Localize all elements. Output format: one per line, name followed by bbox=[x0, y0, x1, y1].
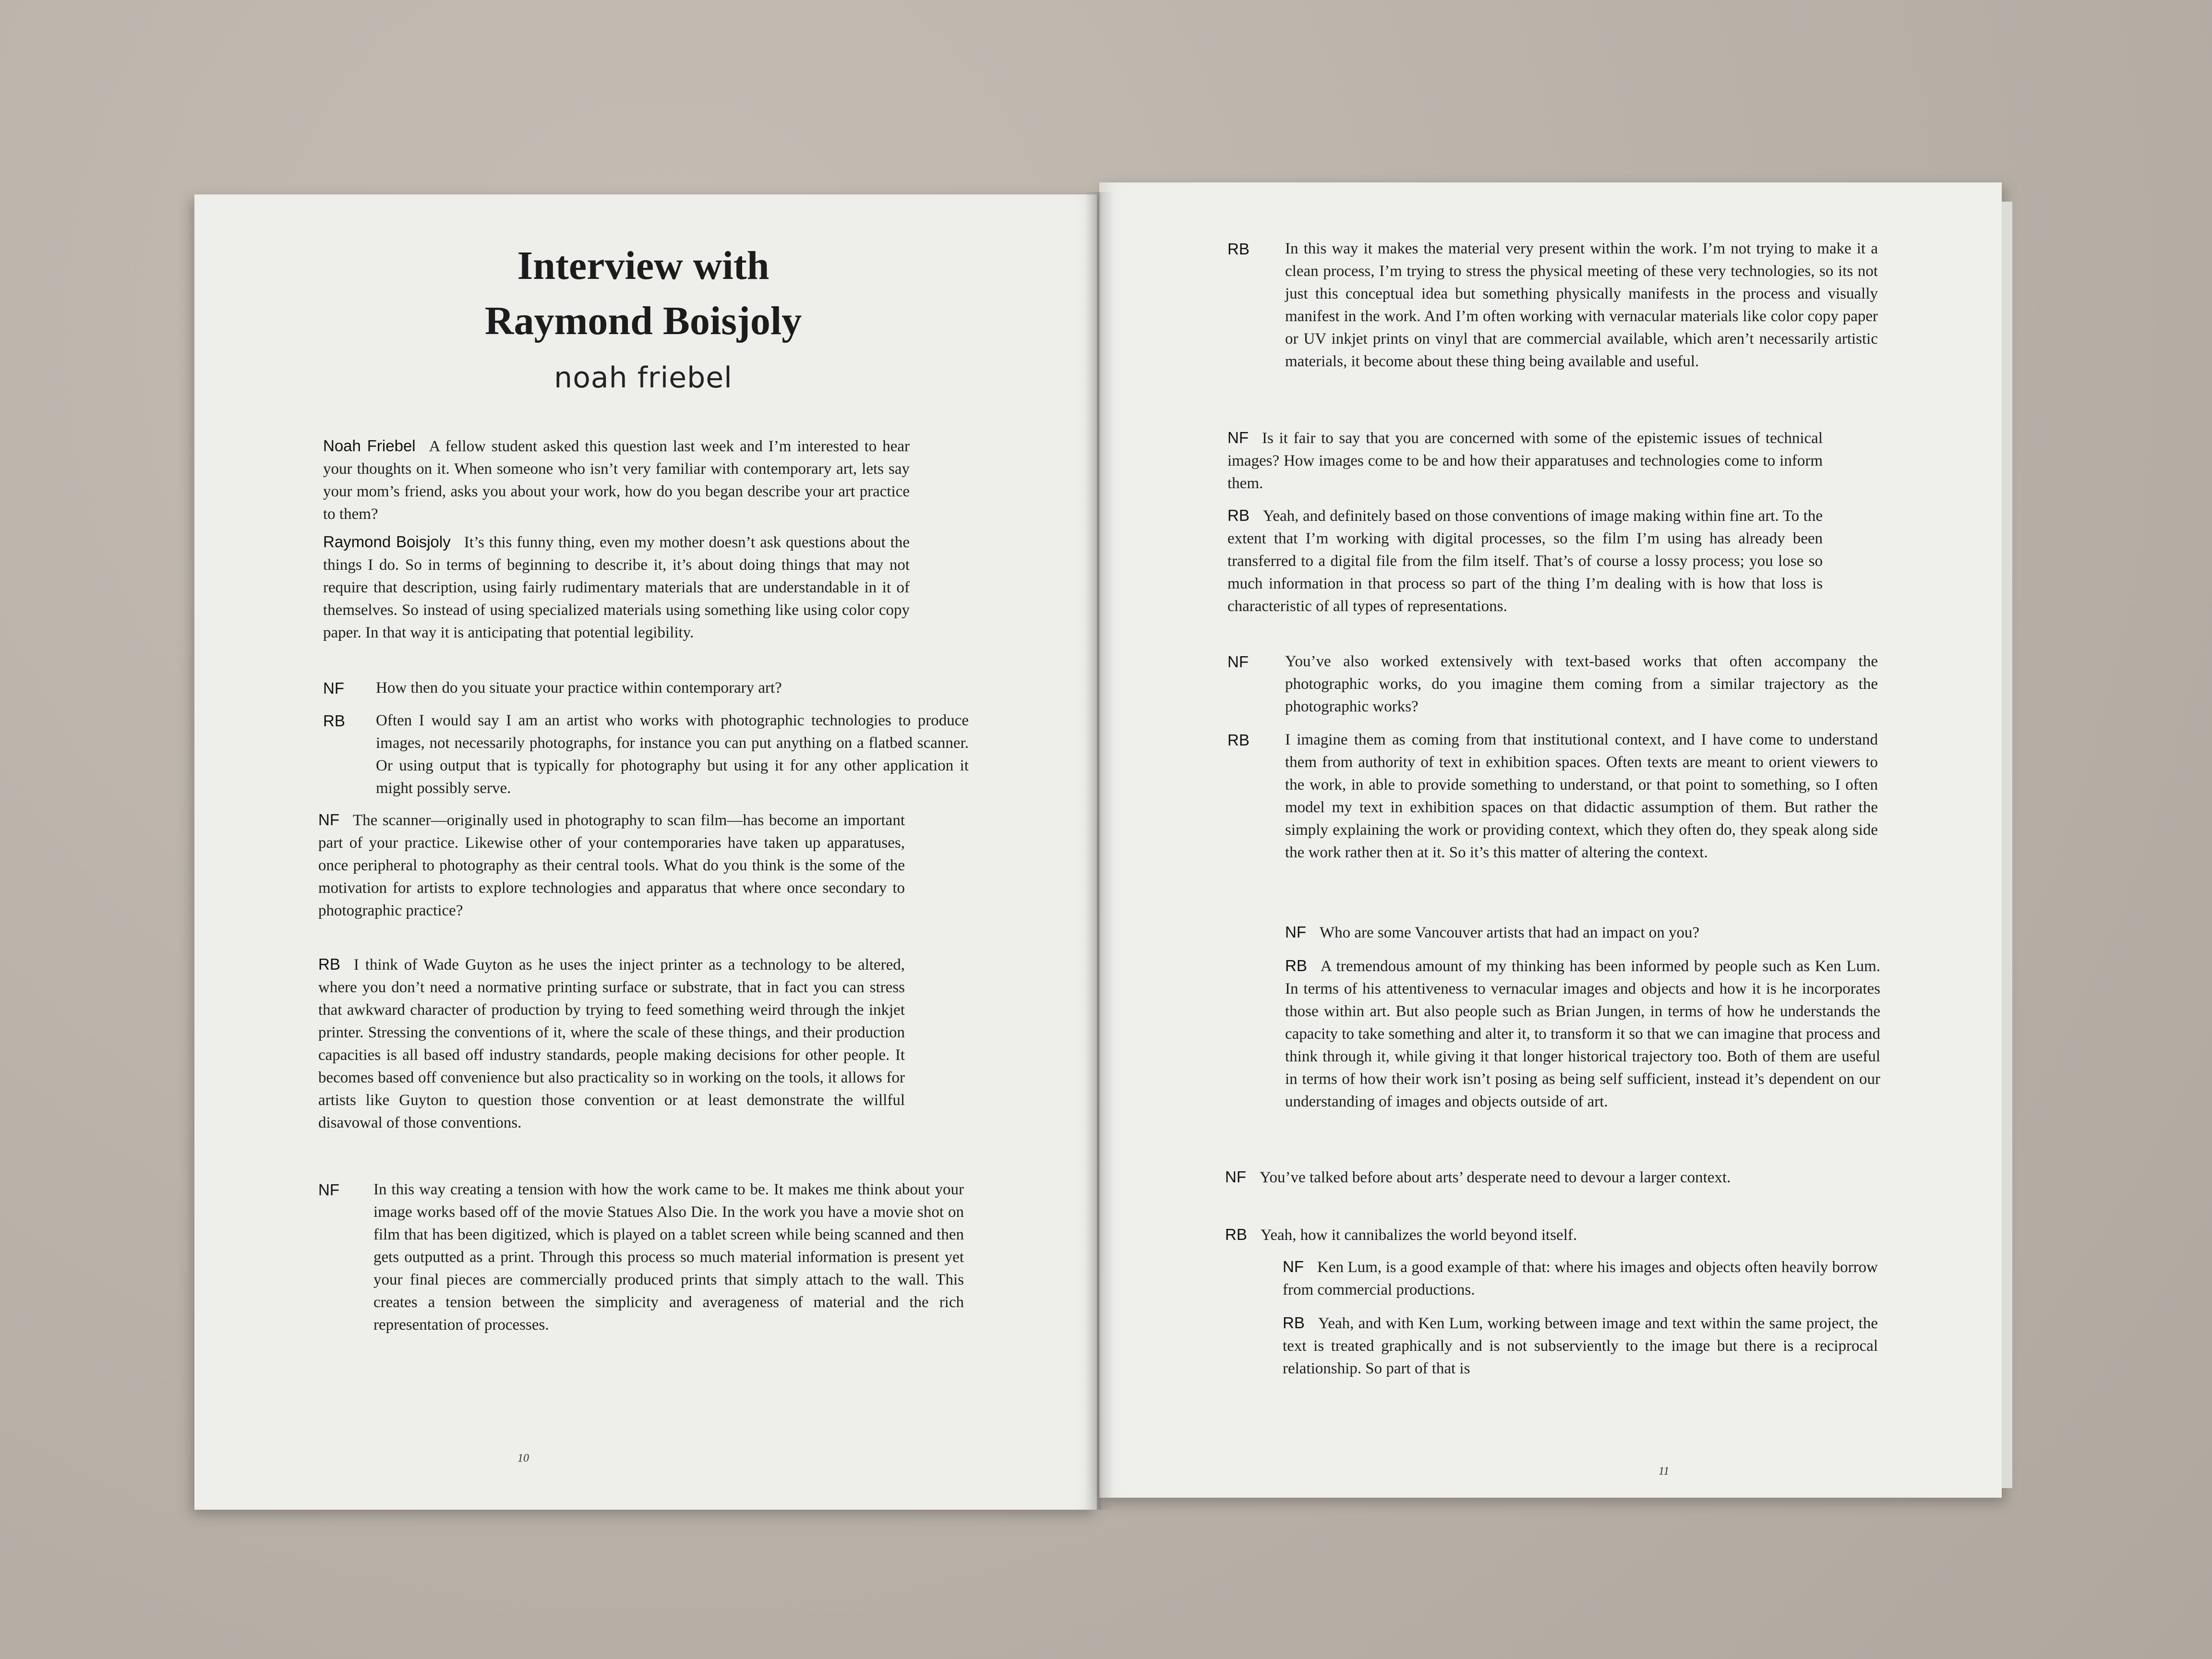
speaker-label: RB bbox=[323, 712, 345, 730]
speaker-label: NF bbox=[318, 1181, 339, 1199]
interview-block bbox=[323, 434, 910, 526]
interview-block bbox=[1227, 729, 1878, 864]
block-text: I think of Wade Guyton as he uses the inject printer as a technology to be altered, where you don’t need a normative printing surface or substrate, that in fact you can stress that awkward character of production by trying to feed something weird through the inkjet printer. Stressing the conventions of it, where the scale of these things, and their production capacities is all based off industry standards, people making decisions for other people. It becomes based off convenience but also practicality so in working on the tools, it allows for artists like Guyton to question those convention or at least demonstrate the willful disavowal of those conventions. bbox=[318, 956, 905, 1131]
interview-block bbox=[1227, 504, 1823, 618]
speaker-label: NF bbox=[1285, 923, 1306, 941]
interview-block bbox=[318, 953, 905, 1134]
interview-block bbox=[1227, 238, 1878, 373]
interview-block bbox=[323, 677, 910, 699]
block-text: A tremendous amount of my thinking has been informed by people such as Ken Lum. In terms of his attentiveness to vernacular images and objects and how it is he incorporates those within art. But also people such as Brian Jungen, in terms of how he understands the capacity to take something and alter it, to transform it so that we can imagine that process and think through it, while giving it that longer historical trajectory too. Both of them are useful in terms of how their work isn’t posing as being self sufficient, instead it’s dependent on our understanding of images and objects outside of art. bbox=[1285, 958, 1880, 1110]
speaker-label: NF bbox=[1283, 1258, 1304, 1275]
block-text: You’ve talked before about arts’ desperate need to devour a larger context. bbox=[1260, 1169, 1731, 1186]
block-text: The scanner—originally used in photography to scan film—has become an important part of your practice. Likewise other of your contemporaries have taken up apparatuses, once peripheral to photography as their central tools. What do you think is the some of the motivation for artists to explore technologies and apparatus that where once secondary to photographic practice? bbox=[318, 812, 905, 919]
page-number-right: 11 bbox=[1659, 1465, 1670, 1478]
speaker-label: RB bbox=[1227, 731, 1250, 749]
block-text: In this way creating a tension with how the work came to be. It makes me think about your image works based off of the movie Statues Also Die. In the work you have a movie shot on film that has been digitized, which is played on a tablet screen while being scanned and then gets outputted as a print. Through this process so much material information is present yet your final pieces are commercially produced prints that simply attach to the wall. This creates a tension between the simplicity and averageness of material and the rich representation of processes. bbox=[373, 1181, 964, 1334]
block-text: You’ve also worked extensively with text-based works that often accompany the photographic works, do you imagine them coming from a similar trajectory as the photographic works? bbox=[1285, 653, 1878, 715]
article-author: noah friebel bbox=[554, 361, 733, 395]
interview-block bbox=[323, 709, 969, 800]
speaker-label: RB bbox=[1227, 506, 1250, 524]
speaker-label: NF bbox=[1225, 1168, 1246, 1186]
interview-block bbox=[1227, 650, 1878, 718]
block-text: It’s this funny thing, even my mother doesn’t ask questions about the things I do. So in terms of beginning to describe it, it’s about doing things that may not require that description, using fairly rudimentary materials that are understandable in it of themselves. So instead of using specialized materials using something like using color copy paper. In that way it is anticipating that potential legibility. bbox=[323, 534, 910, 641]
block-text: Yeah, and definitely based on those conventions of image making within fine art. To the extent that I’m working with digital processes, so the film I’m using has already been transferred to a digital file from the film itself. That’s of course a lossy process; you lose so much information in that process so part of the thing I’m dealing with is how that loss is characteristic of all types of representations. bbox=[1227, 507, 1823, 615]
interview-block bbox=[1283, 1311, 1878, 1380]
interview-block bbox=[318, 808, 905, 922]
block-text: Is it fair to say that you are concerned with some of the epistemic issues of technical images? How images come to be and how their apparatuses and technologies come to inform them. bbox=[1227, 430, 1823, 492]
block-text: A fellow student asked this question last week and I’m interested to hear your thoughts on it. When someone who isn’t very familiar with contemporary art, lets say your mom’s friend, asks you about your work, how do you began describe your art practice to them? bbox=[323, 438, 910, 523]
speaker-label: NF bbox=[1227, 653, 1249, 671]
block-text: Ken Lum, is a good example of that: where his images and objects often heavily borrow from commercial productions. bbox=[1283, 1259, 1878, 1298]
speaker-label: RB bbox=[1225, 1226, 1247, 1243]
interview-block bbox=[1285, 954, 1880, 1113]
speaker-label: RB bbox=[1285, 957, 1307, 974]
block-text: Yeah, how it cannibalizes the world beyond itself. bbox=[1260, 1226, 1577, 1244]
article-title-line2: Raymond Boisjoly bbox=[484, 299, 802, 343]
page-stack-edge bbox=[2002, 202, 2012, 1488]
speaker-label: NF bbox=[1227, 429, 1249, 446]
article-title-line1: Interview with bbox=[517, 243, 769, 288]
speaker-label: NF bbox=[318, 811, 339, 829]
block-text: Often I would say I am an artist who works with photographic technologies to produce images, not necessarily photographs, for instance you can put anything on a flatbed scanner. Or using output that is typically for photography but using it for any other application it might possibly serve. bbox=[376, 712, 969, 797]
block-text: How then do you situate your practice within contemporary art? bbox=[376, 679, 782, 697]
interview-block bbox=[318, 1178, 964, 1336]
interview-block bbox=[1283, 1255, 1878, 1301]
interview-block bbox=[1225, 1166, 1820, 1189]
speaker-label: NF bbox=[323, 679, 344, 697]
speaker-label: RB bbox=[318, 955, 340, 973]
speaker-label: RB bbox=[1227, 240, 1250, 258]
speaker-label: Raymond Boisjoly bbox=[323, 533, 451, 551]
block-text: I imagine them as coming from that institutional context, and I have come to understand them from authority of text in exhibition spaces. Often texts are meant to orient viewers to the work, in able to provide something to understand, or that point to something, so I often model my text in exhibition spaces on that didactic assumption of them. But rather the simply explaining the work or providing context, which they often do, they speak along side the work rather then at it. So it’s this matter of altering the context. bbox=[1285, 731, 1878, 861]
interview-block bbox=[1227, 426, 1823, 495]
speaker-label: Noah Friebel bbox=[323, 437, 416, 455]
block-text: Yeah, and with Ken Lum, working between image and text within the same project, the text is treated graphically and is not subserviently to the image but there is a reciprocal relationship. So part of that is bbox=[1283, 1315, 1878, 1377]
block-text: In this way it makes the material very present within the work. I’m not trying to make it a clean process, I’m trying to stress the physical meeting of these very technologies, so its not just this conceptual idea but something physically manifests in the process and visually manifest in the work. And I’m often working with vernacular materials like color copy paper or UV inkjet prints on vinyl that are commercial available, which aren’t necessarily artistic materials, it become about these thing being available and useful. bbox=[1285, 240, 1878, 370]
speaker-label: RB bbox=[1283, 1314, 1305, 1332]
book-gutter bbox=[1085, 192, 1114, 1510]
interview-block bbox=[1285, 921, 1880, 944]
block-text: Who are some Vancouver artists that had an impact on you? bbox=[1320, 924, 1700, 941]
interview-block bbox=[323, 530, 910, 644]
page-number-left: 10 bbox=[517, 1452, 529, 1465]
interview-block bbox=[1225, 1223, 1820, 1247]
